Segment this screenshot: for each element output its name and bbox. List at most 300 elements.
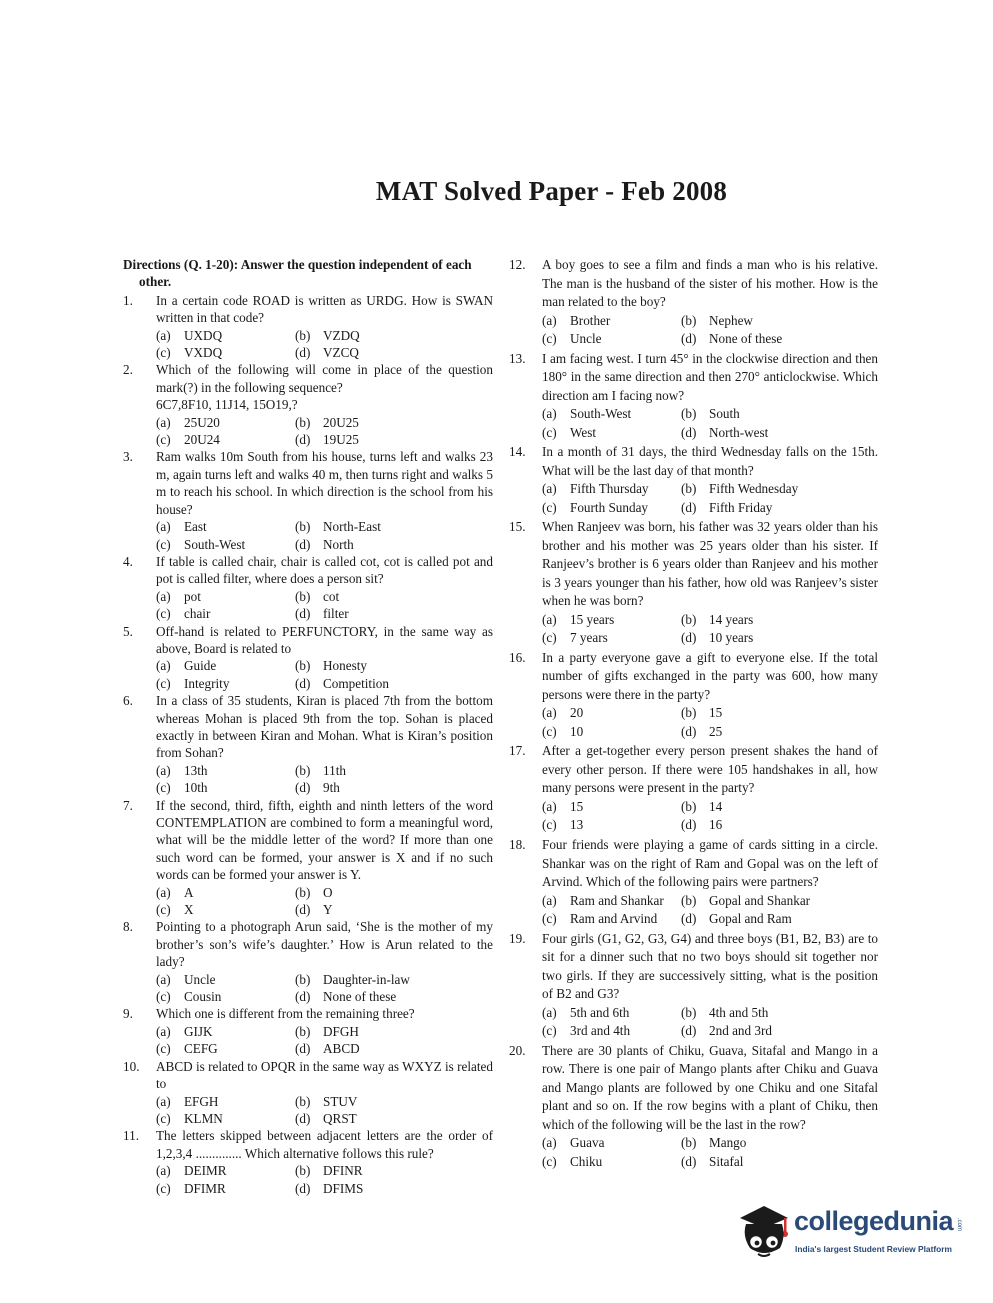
option-text: GIJK bbox=[184, 1023, 213, 1039]
option-letter: (a) bbox=[156, 414, 171, 430]
option-text: 20U25 bbox=[323, 414, 359, 430]
option-text: South bbox=[709, 406, 740, 422]
option-text: O bbox=[323, 884, 333, 900]
option-text: 3rd and 4th bbox=[570, 1023, 631, 1039]
option-letter: (b) bbox=[681, 406, 697, 422]
option-letter: (b) bbox=[295, 1093, 311, 1109]
answer-option bbox=[295, 779, 493, 796]
question-item bbox=[509, 930, 878, 1041]
option-grid bbox=[156, 414, 493, 449]
question-text: A boy goes to see a film and finds a man who is his relative. The man is the husband of the sister of his mother. How is the man related to the boy? bbox=[542, 257, 878, 309]
answer-option bbox=[542, 910, 681, 929]
option-letter: (b) bbox=[295, 884, 311, 900]
directions-line-2: other. bbox=[139, 274, 172, 290]
option-text: None of these bbox=[323, 989, 397, 1005]
answer-option bbox=[156, 1162, 295, 1179]
answer-option bbox=[542, 499, 681, 518]
option-letter: (c) bbox=[542, 1023, 557, 1039]
option-text: 20U24 bbox=[184, 432, 220, 448]
question-text: Which one is different from the remaining three? bbox=[156, 1006, 415, 1022]
answer-option bbox=[295, 431, 493, 448]
option-letter: (c) bbox=[542, 630, 557, 646]
question-body bbox=[156, 1127, 493, 1197]
answer-option bbox=[156, 657, 295, 674]
question-body bbox=[156, 692, 493, 796]
answer-option bbox=[681, 499, 878, 518]
answer-option bbox=[681, 892, 878, 911]
answer-option bbox=[295, 344, 493, 361]
option-letter: (d) bbox=[681, 1153, 697, 1169]
question-body bbox=[156, 448, 493, 552]
option-letter: (b) bbox=[681, 481, 697, 497]
option-text: STUV bbox=[323, 1093, 358, 1109]
option-letter: (a) bbox=[542, 705, 557, 721]
option-text: 15 years bbox=[570, 611, 615, 627]
question-body bbox=[156, 797, 493, 919]
answer-option bbox=[542, 330, 681, 349]
option-text: cot bbox=[323, 588, 340, 604]
answer-option bbox=[542, 1134, 681, 1153]
option-letter: (b) bbox=[295, 762, 311, 778]
option-text: DFINR bbox=[323, 1163, 363, 1179]
option-text: Uncle bbox=[184, 971, 216, 987]
option-text: 10 bbox=[570, 723, 584, 739]
question-number: 17. bbox=[509, 743, 526, 759]
option-text: VXDQ bbox=[184, 345, 223, 361]
option-letter: (b) bbox=[681, 1135, 697, 1151]
answer-option bbox=[295, 901, 493, 918]
option-text: 9th bbox=[323, 780, 340, 796]
option-text: Integrity bbox=[184, 675, 230, 691]
question-text: In a certain code ROAD is written as URDG. How is SWAN written in that code? bbox=[156, 292, 493, 326]
question-item bbox=[509, 518, 878, 648]
answer-option bbox=[295, 1040, 493, 1057]
option-letter: (a) bbox=[542, 1135, 557, 1151]
option-text: DFIMS bbox=[323, 1180, 364, 1196]
answer-option bbox=[295, 988, 493, 1005]
question-body bbox=[542, 256, 878, 349]
option-letter: (a) bbox=[156, 1093, 171, 1109]
directions bbox=[123, 256, 493, 291]
question-number: 8. bbox=[123, 919, 133, 935]
option-grid bbox=[156, 1023, 493, 1058]
option-text: chair bbox=[184, 606, 211, 622]
answer-option bbox=[156, 1093, 295, 1110]
question-item bbox=[123, 292, 493, 362]
answer-option bbox=[156, 779, 295, 796]
answer-option bbox=[542, 424, 681, 443]
answer-option bbox=[295, 1093, 493, 1110]
option-letter: (b) bbox=[295, 327, 311, 343]
question-text: Pointing to a photograph Arun said, ‘She is the mother of my brother’s son’s wife’s daughter.’ How is Arun related to the lady? bbox=[156, 919, 493, 970]
option-text: 20 bbox=[570, 705, 584, 721]
question-item bbox=[123, 1127, 493, 1197]
option-grid bbox=[542, 312, 878, 349]
answer-option bbox=[156, 1023, 295, 1040]
option-text: 13 bbox=[570, 817, 584, 833]
option-letter: (d) bbox=[681, 723, 697, 739]
option-letter: (b) bbox=[681, 705, 697, 721]
option-text: Uncle bbox=[570, 331, 602, 346]
question-body bbox=[156, 361, 493, 448]
question-sequence: 6C7,8F10, 11J14, 15O19,? bbox=[156, 397, 298, 413]
option-text: 19U25 bbox=[323, 432, 359, 448]
answer-option bbox=[681, 480, 878, 499]
option-letter: (d) bbox=[681, 911, 697, 927]
option-text: 4th and 5th bbox=[709, 1004, 769, 1020]
answer-option bbox=[295, 1180, 493, 1197]
question-body bbox=[156, 1005, 493, 1057]
option-letter: (c) bbox=[156, 432, 171, 448]
answer-option bbox=[156, 988, 295, 1005]
question-item bbox=[509, 742, 878, 835]
answer-option bbox=[681, 330, 878, 349]
option-text: DFGH bbox=[323, 1023, 359, 1039]
answer-option bbox=[681, 611, 878, 630]
option-text: 14 years bbox=[709, 611, 754, 627]
option-text: Ram and Shankar bbox=[570, 892, 664, 908]
option-letter: (c) bbox=[156, 902, 171, 918]
question-body bbox=[542, 742, 878, 835]
option-text: Cousin bbox=[184, 989, 222, 1005]
answer-option bbox=[681, 816, 878, 835]
option-text: 14 bbox=[709, 798, 723, 814]
answer-option bbox=[681, 798, 878, 817]
question-number: 10. bbox=[123, 1058, 140, 1074]
question-text: In a class of 35 students, Kiran is placed 7th from the bottom whereas Mohan is placed 9th from the top. Sohan is placed exactly in between Kiran and Mohan. What is Kiran’s position from Sohan? bbox=[156, 693, 493, 761]
option-text: East bbox=[184, 519, 207, 535]
answer-option bbox=[156, 762, 295, 779]
answer-option bbox=[156, 1110, 295, 1127]
option-letter: (c) bbox=[156, 780, 171, 796]
answer-option bbox=[681, 910, 878, 929]
option-letter: (a) bbox=[156, 762, 171, 778]
answer-option bbox=[295, 657, 493, 674]
left-column bbox=[123, 256, 493, 1197]
option-grid bbox=[156, 1162, 493, 1197]
option-letter: (b) bbox=[295, 971, 311, 987]
option-text: 15 bbox=[709, 705, 723, 721]
option-letter: (b) bbox=[295, 519, 311, 535]
option-text: pot bbox=[184, 588, 201, 604]
option-letter: (c) bbox=[156, 675, 171, 691]
option-text: filter bbox=[323, 606, 349, 622]
option-text: Competition bbox=[323, 675, 389, 691]
question-body bbox=[542, 443, 878, 517]
option-letter: (d) bbox=[295, 345, 311, 361]
option-grid bbox=[156, 327, 493, 362]
question-text: Four friends were playing a game of cards sitting in a circle. Shankar was on the right of Ram and Gopal was on the left of Arvind. Which of the following pairs were partners? bbox=[542, 837, 878, 890]
page-title: MAT Solved Paper - Feb 2008 bbox=[375, 176, 728, 206]
option-letter: (d) bbox=[681, 499, 697, 515]
option-text: DEIMR bbox=[184, 1163, 227, 1179]
option-letter: (c) bbox=[542, 424, 557, 440]
option-text: Guava bbox=[570, 1135, 605, 1151]
option-text: North-west bbox=[709, 424, 769, 440]
answer-option bbox=[295, 536, 493, 553]
answer-option bbox=[542, 480, 681, 499]
answer-option bbox=[681, 405, 878, 424]
question-text: Four girls (G1, G2, G3, G4) and three boys (B1, B2, B3) are to sit for a dinner such that no two boys should sit together nor two girls. If they are successively sitting, what is the position of B2 and G3? bbox=[542, 930, 878, 1002]
question-text: The letters skipped between adjacent letters are the order of 1,2,3,4 .............. Which alternative follows this rule? bbox=[156, 1128, 493, 1161]
option-text: Honesty bbox=[323, 658, 367, 674]
option-letter: (a) bbox=[156, 327, 171, 343]
option-text: None of these bbox=[709, 331, 783, 346]
option-letter: (a) bbox=[542, 406, 557, 422]
question-item bbox=[509, 649, 878, 742]
question-number: 19. bbox=[509, 930, 526, 946]
option-grid bbox=[542, 892, 878, 929]
question-item bbox=[123, 1058, 493, 1128]
option-grid bbox=[542, 1134, 878, 1171]
option-text: VZCQ bbox=[323, 345, 359, 361]
question-item bbox=[509, 443, 878, 517]
option-text: South-West bbox=[570, 406, 632, 422]
answer-option bbox=[681, 1134, 878, 1153]
question-body bbox=[156, 918, 493, 1005]
answer-option bbox=[542, 892, 681, 911]
option-text: Sitafal bbox=[709, 1153, 744, 1169]
option-text: VZDQ bbox=[323, 327, 360, 343]
option-letter: (c) bbox=[542, 723, 557, 739]
option-letter: (c) bbox=[156, 345, 171, 361]
question-item bbox=[123, 448, 493, 552]
question-number: 1. bbox=[123, 292, 133, 308]
option-letter: (b) bbox=[295, 588, 311, 604]
question-body bbox=[156, 292, 493, 362]
answer-option bbox=[681, 704, 878, 723]
mascot-icon bbox=[734, 1196, 798, 1268]
option-grid bbox=[542, 480, 878, 517]
answer-option bbox=[542, 1004, 681, 1023]
option-letter: (d) bbox=[681, 331, 697, 346]
option-grid bbox=[542, 611, 878, 648]
directions-line-1: Directions (Q. 1-20): Answer the question independent of each bbox=[123, 257, 472, 272]
question-item bbox=[509, 350, 878, 443]
question-text: If the second, third, fifth, eighth and ninth letters of the word CONTEMPLATION are combined to form a meaningful word, what will be the middle letter of the word? If more than one such word can be formed, your answer is X and if no such words can be formed your answer is Y. bbox=[156, 797, 493, 883]
option-text: Mango bbox=[709, 1135, 747, 1151]
option-text: KLMN bbox=[184, 1110, 223, 1126]
answer-option bbox=[156, 901, 295, 918]
option-text: Ram and Arvind bbox=[570, 911, 658, 927]
option-letter: (d) bbox=[681, 817, 697, 833]
option-letter: (b) bbox=[681, 312, 697, 328]
option-text: UXDQ bbox=[184, 327, 223, 343]
option-letter: (c) bbox=[156, 1041, 171, 1057]
answer-option bbox=[156, 675, 295, 692]
option-grid bbox=[156, 884, 493, 919]
question-body bbox=[542, 1042, 878, 1172]
option-letter: (a) bbox=[542, 1004, 557, 1020]
option-letter: (a) bbox=[156, 971, 171, 987]
question-text: If table is called chair, chair is called cot, cot is called pot and pot is called filter, where does a person sit? bbox=[156, 553, 493, 587]
question-body bbox=[156, 1058, 493, 1128]
question-number: 3. bbox=[123, 449, 133, 465]
question-text: When Ranjeev was born, his father was 32 years older than his brother and his mother was 25 years older than his sister. If Ranjeev’s brother is 6 years older than Ranjeev and his mother is 3 years younger than his father, how old was Ranjeev’s sister when he was born? bbox=[542, 519, 878, 609]
option-text: North-East bbox=[323, 519, 381, 535]
option-letter: (a) bbox=[542, 798, 557, 814]
answer-option bbox=[156, 344, 295, 361]
option-letter: (a) bbox=[542, 892, 557, 908]
question-number: 11. bbox=[123, 1128, 139, 1144]
question-item bbox=[123, 361, 493, 448]
question-number: 15. bbox=[509, 519, 526, 535]
question-number: 13. bbox=[509, 350, 526, 366]
answer-option bbox=[542, 629, 681, 648]
option-letter: (a) bbox=[542, 481, 557, 497]
answer-option bbox=[542, 723, 681, 742]
option-letter: (a) bbox=[542, 312, 557, 328]
question-item bbox=[123, 623, 493, 693]
question-body bbox=[542, 649, 878, 742]
option-letter: (d) bbox=[295, 902, 311, 918]
answer-option bbox=[156, 1040, 295, 1057]
question-text: Ram walks 10m South from his house, turns left and walks 23 m, again turns left and walks 40 m, then turns right and walks 5 m to reach his school. In which direction is the school from his house? bbox=[156, 449, 493, 517]
option-text: Y bbox=[323, 902, 333, 918]
answer-option bbox=[156, 518, 295, 535]
option-grid bbox=[542, 798, 878, 835]
option-text: 13th bbox=[184, 762, 208, 778]
question-text: In a party everyone gave a gift to everyone else. If the total number of gifts exchanged in the party was 600, how many persons were there in the party? bbox=[542, 649, 878, 702]
option-grid bbox=[156, 588, 493, 623]
option-letter: (b) bbox=[681, 798, 697, 814]
answer-option bbox=[681, 629, 878, 648]
logo-brand-text: collegedunia bbox=[794, 1206, 954, 1236]
answer-option bbox=[295, 588, 493, 605]
question-number: 7. bbox=[123, 797, 133, 813]
answer-option bbox=[295, 1162, 493, 1179]
answer-option bbox=[295, 327, 493, 344]
question-number: 4. bbox=[123, 553, 133, 569]
option-letter: (b) bbox=[295, 1023, 311, 1039]
question-number: 6. bbox=[123, 693, 133, 709]
answer-option bbox=[295, 884, 493, 901]
answer-option bbox=[156, 971, 295, 988]
option-letter: (d) bbox=[295, 675, 311, 691]
question-number: 5. bbox=[123, 623, 133, 639]
option-text: 25 bbox=[709, 723, 723, 739]
answer-option bbox=[295, 1110, 493, 1127]
option-text: Gopal and Ram bbox=[709, 911, 792, 927]
option-text: North bbox=[323, 536, 354, 552]
answer-option bbox=[681, 1022, 878, 1041]
option-letter: (d) bbox=[295, 536, 311, 552]
question-text: I am facing west. I turn 45° in the clockwise direction and then 180° in the same direction and then 270° anticlockwise. Which direction am I facing now? bbox=[542, 350, 878, 403]
option-letter: (a) bbox=[156, 1163, 171, 1179]
answer-option bbox=[295, 1023, 493, 1040]
question-item bbox=[123, 692, 493, 796]
answer-option bbox=[542, 816, 681, 835]
option-letter: (d) bbox=[681, 630, 697, 646]
option-text: 15 bbox=[570, 798, 584, 814]
option-letter: (a) bbox=[156, 519, 171, 535]
option-letter: (c) bbox=[542, 911, 557, 927]
option-grid bbox=[542, 1004, 878, 1041]
option-letter: (c) bbox=[156, 989, 171, 1005]
option-letter: (b) bbox=[681, 611, 697, 627]
option-letter: (c) bbox=[156, 606, 171, 622]
question-body bbox=[542, 836, 878, 929]
option-grid bbox=[542, 704, 878, 741]
question-item bbox=[509, 256, 878, 349]
answer-option bbox=[681, 1004, 878, 1023]
option-letter: (a) bbox=[156, 658, 171, 674]
option-grid bbox=[156, 1093, 493, 1128]
option-letter: (b) bbox=[295, 414, 311, 430]
question-item bbox=[509, 1042, 878, 1172]
question-item bbox=[123, 1005, 493, 1057]
option-letter: (d) bbox=[295, 1110, 311, 1126]
right-column bbox=[509, 256, 878, 1172]
option-text: 11th bbox=[323, 762, 346, 778]
answer-option bbox=[542, 405, 681, 424]
answer-option bbox=[681, 424, 878, 443]
question-number: 12. bbox=[509, 257, 526, 272]
option-letter: (d) bbox=[295, 989, 311, 1005]
option-text: Gopal and Shankar bbox=[709, 892, 811, 908]
option-letter: (c) bbox=[542, 817, 557, 833]
question-text: There are 30 plants of Chiku, Guava, Sitafal and Mango in a row. There is one pair of Mango plants after Chiku and Guava and Mango plants are followed by one Chiku and one Sitafal plant and so on. If the row begins with a plant of Chiku, then which of the following will be the last in the row? bbox=[542, 1042, 878, 1132]
option-text: 10th bbox=[184, 780, 208, 796]
question-item bbox=[123, 553, 493, 623]
option-text: DFIMR bbox=[184, 1180, 226, 1196]
option-letter: (c) bbox=[542, 331, 557, 346]
question-number: 14. bbox=[509, 444, 526, 460]
answer-option bbox=[295, 762, 493, 779]
option-letter: (b) bbox=[295, 1163, 311, 1179]
option-grid bbox=[156, 762, 493, 797]
answer-option bbox=[295, 971, 493, 988]
option-letter: (c) bbox=[156, 536, 171, 552]
answer-option bbox=[542, 798, 681, 817]
question-number: 9. bbox=[123, 1006, 133, 1022]
option-text: A bbox=[184, 884, 194, 900]
question-number: 18. bbox=[509, 837, 526, 853]
option-text: West bbox=[570, 424, 597, 440]
option-letter: (c) bbox=[542, 1153, 557, 1169]
answer-option bbox=[542, 312, 681, 331]
question-body bbox=[542, 930, 878, 1041]
option-grid bbox=[156, 518, 493, 553]
answer-option bbox=[156, 536, 295, 553]
option-text: Brother bbox=[570, 312, 611, 328]
option-text: QRST bbox=[323, 1110, 357, 1126]
option-text: 10 years bbox=[709, 630, 754, 646]
answer-option bbox=[542, 1022, 681, 1041]
option-text: CEFG bbox=[184, 1041, 218, 1057]
answer-option bbox=[295, 675, 493, 692]
option-text: Fifth Wednesday bbox=[709, 481, 799, 497]
question-number: 2. bbox=[123, 362, 133, 378]
answer-option bbox=[681, 312, 878, 331]
question-item bbox=[123, 918, 493, 1005]
collegedunia-logo bbox=[734, 1196, 964, 1268]
option-letter: (a) bbox=[156, 884, 171, 900]
option-text: Nephew bbox=[709, 312, 753, 328]
question-body bbox=[542, 350, 878, 443]
answer-option bbox=[542, 704, 681, 723]
answer-option bbox=[542, 611, 681, 630]
question-item bbox=[509, 836, 878, 929]
option-text: EFGH bbox=[184, 1093, 219, 1109]
question-text: ABCD is related to OPQR in the same way as WXYZ is related to bbox=[156, 1058, 493, 1092]
question-body bbox=[156, 553, 493, 623]
option-letter: (d) bbox=[681, 424, 697, 440]
answer-option bbox=[295, 605, 493, 622]
question-text: Off-hand is related to PERFUNCTORY, in the same way as above, Board is related to bbox=[156, 623, 493, 656]
option-text: Guide bbox=[184, 658, 217, 674]
answer-option bbox=[156, 588, 295, 605]
